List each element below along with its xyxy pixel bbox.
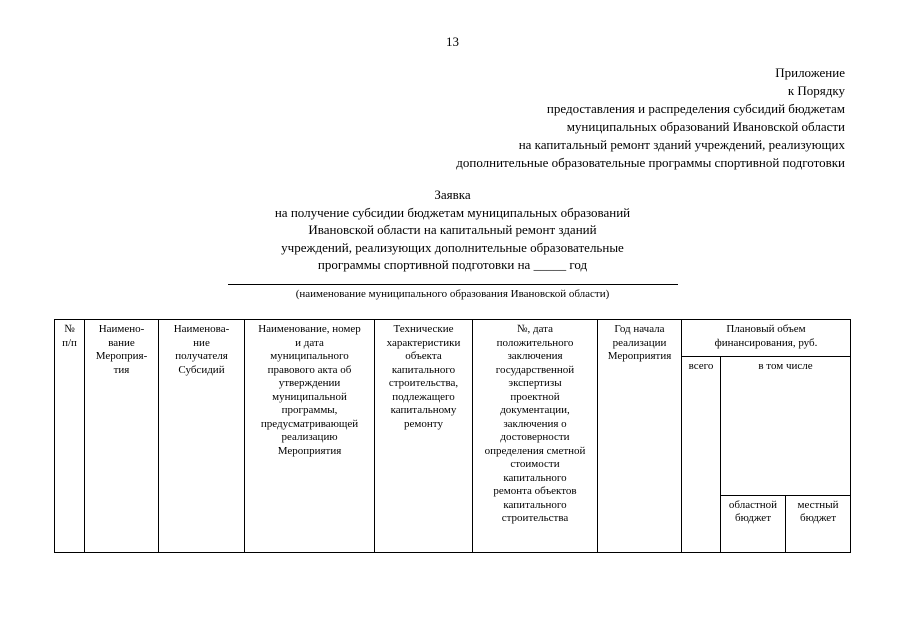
appendix-line: муниципальных образований Ивановской области bbox=[566, 119, 845, 134]
appendix-line: Приложение bbox=[775, 65, 845, 80]
title-line: программы спортивной подготовки на _____ год bbox=[317, 257, 588, 272]
header-event-name: Наимено- вание Мероприя- тия bbox=[85, 320, 159, 553]
header-start-year: Год начала реализации Мероприятия bbox=[598, 320, 682, 553]
header-total: всего bbox=[682, 357, 721, 553]
title-line: на получение субсидии бюджетам муниципальных образований bbox=[274, 204, 631, 220]
title-line: Ивановской области на капитальный ремонт зданий bbox=[308, 222, 597, 237]
page-number: 13 bbox=[446, 34, 459, 49]
title-line: Заявка bbox=[434, 187, 471, 202]
header-recipient-name: Наименова- ние получателя Субсидий bbox=[159, 320, 245, 553]
header-including: в том числе bbox=[721, 357, 851, 496]
municipality-caption: (наименование муниципального образования Ивановской области) bbox=[295, 288, 610, 300]
header-planned-volume: Плановый объем финансирования, руб. bbox=[682, 320, 851, 357]
header-legal-act: Наименование, номер и дата муниципального правового акта об утверждении муниципальной программы, предусматривающей реализацию Мероприятия bbox=[245, 320, 375, 553]
municipality-fill-line bbox=[228, 284, 678, 285]
appendix-line: к Порядку bbox=[787, 83, 845, 98]
appendix-line: дополнительные образовательные программы спортивной подготовки bbox=[456, 155, 845, 170]
application-table bbox=[54, 319, 851, 553]
header-expertise: №, дата положительного заключения государственной экспертизы проектной документации, заключения о достоверности определения сметной стоимости капитального ремонта объектов капитального строительства bbox=[473, 320, 598, 553]
header-number: № п/п bbox=[55, 320, 85, 553]
appendix-line: предоставления и распределения субсидий бюджетам bbox=[546, 101, 845, 116]
application-title bbox=[0, 186, 905, 274]
title-line: учреждений, реализующих дополнительные образовательные bbox=[281, 239, 624, 255]
appendix-line: на капитальный ремонт зданий учреждений, реализующих bbox=[518, 137, 845, 152]
header-technical: Технические характеристики объекта капитального строительства, подлежащего капитальному ремонту bbox=[375, 320, 473, 553]
header-local-budget: местный бюджет bbox=[786, 495, 851, 553]
header-regional-budget: областной бюджет bbox=[721, 495, 786, 553]
appendix-block bbox=[345, 64, 845, 172]
